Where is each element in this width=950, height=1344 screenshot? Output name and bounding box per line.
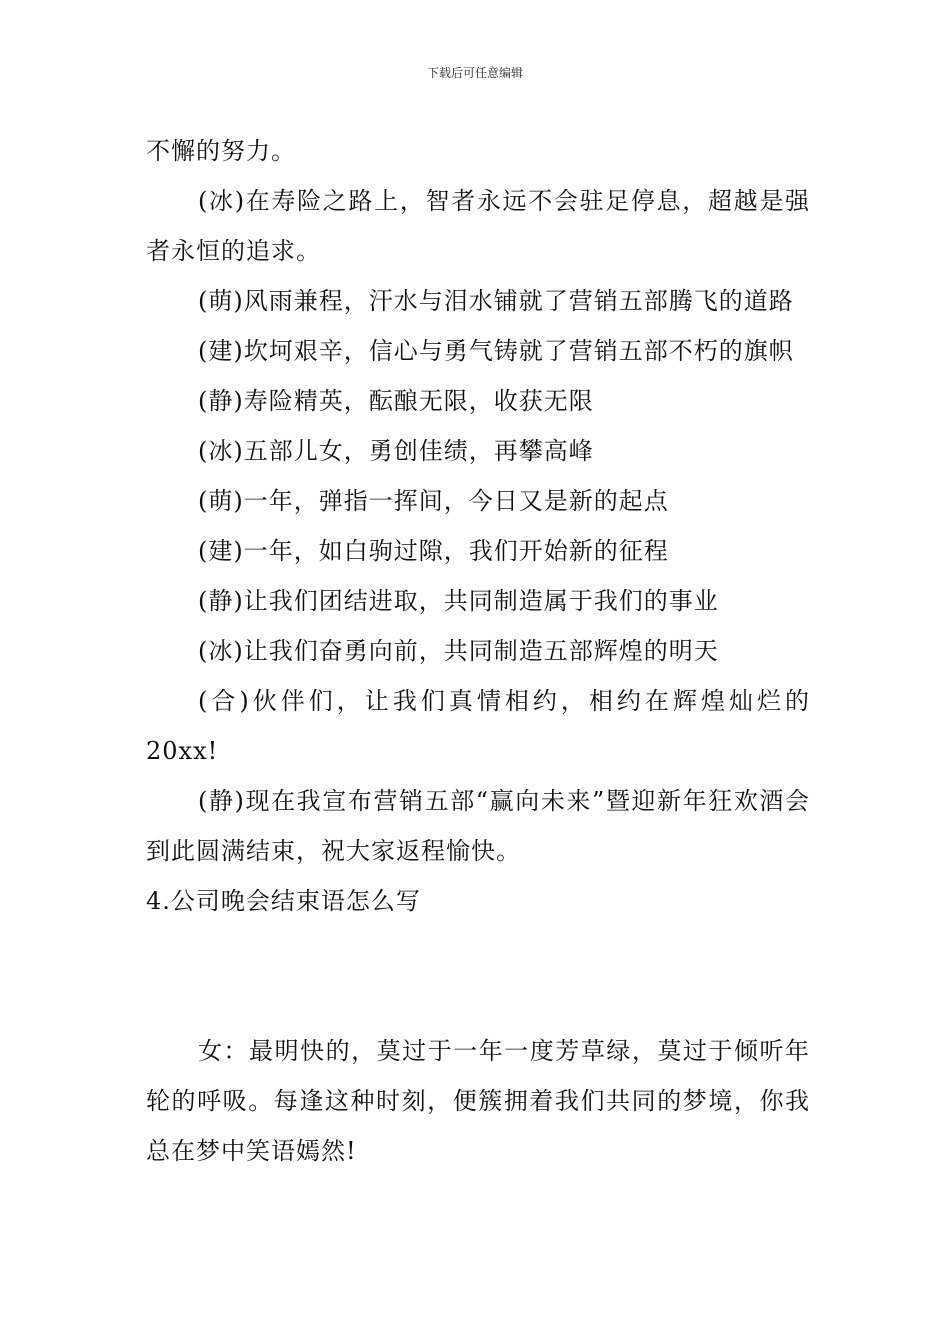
paragraph-jing-closing: (静)现在我宣布营销五部“赢向未来”暨迎新年狂欢酒会到此圆满结束，祝大家返程愉快。 — [146, 787, 810, 865]
page-header: 下载后可任意编辑 — [426, 66, 523, 80]
paragraph-bing-1: (冰)在寿险之路上，智者永远不会驻足停息，超越是强者永恒的追求。 — [146, 187, 810, 265]
section-heading: 4.公司晚会结束语怎么写 — [146, 887, 421, 915]
paragraph-female-host: 女：最明快的，莫过于一年一度芳草绿，莫过于倾听年轮的呼吸。每逢这种时刻，便簇拥着我们共同的梦境，你我总在梦中笑语嫣然! — [146, 1037, 810, 1165]
paragraph-jing-1: (静)寿险精英，酝酿无限，收获无限 — [198, 387, 594, 415]
paragraph-he: (合)伙伴们，让我们真情相约，相约在辉煌灿烂的20xx! — [146, 687, 810, 765]
paragraph-meng-1: (萌)风雨兼程，汗水与泪水铺就了营销五部腾飞的道路 — [198, 287, 794, 315]
blank-spacer — [146, 926, 810, 1026]
paragraph-jian-1: (建)坎坷艰辛，信心与勇气铸就了营销五部不朽的旗帜 — [198, 337, 794, 365]
paragraph-meng-2: (萌)一年，弹指一挥间，今日又是新的起点 — [198, 487, 669, 515]
paragraph-jian-2: (建)一年，如白驹过隙，我们开始新的征程 — [198, 537, 669, 565]
document-body — [146, 126, 810, 1176]
paragraph-continuation: 不懈的努力。 — [146, 137, 296, 165]
paragraph-bing-3: (冰)让我们奋勇向前，共同制造五部辉煌的明天 — [198, 637, 719, 665]
paragraph-jing-2: (静)让我们团结进取，共同制造属于我们的事业 — [198, 587, 719, 615]
paragraph-bing-2: (冰)五部儿女，勇创佳绩，再攀高峰 — [198, 437, 594, 465]
